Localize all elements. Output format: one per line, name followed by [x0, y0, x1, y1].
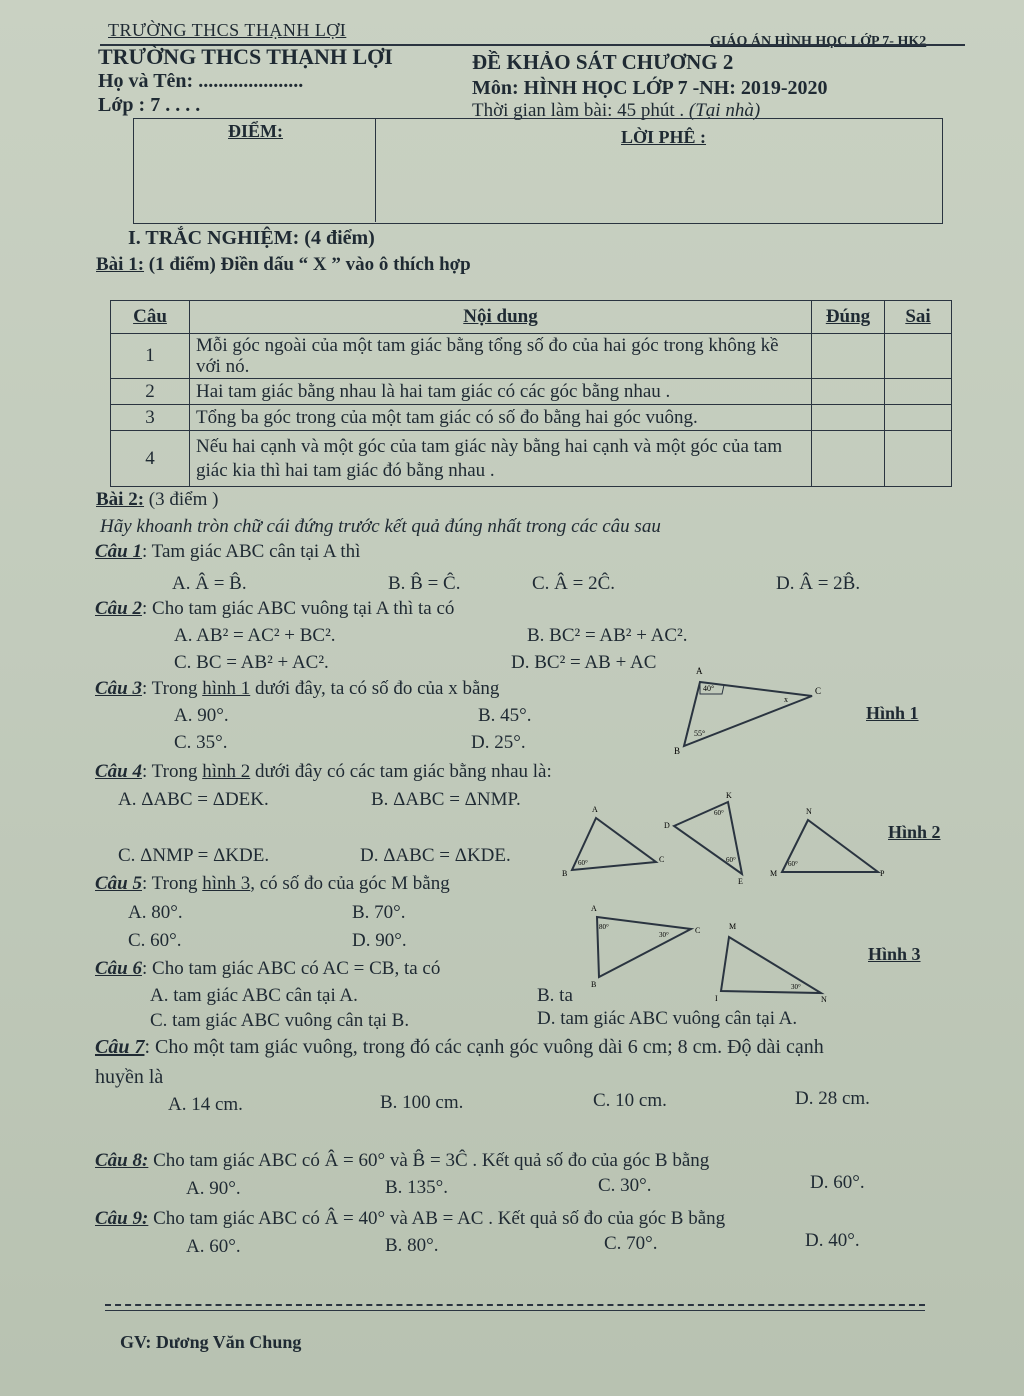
- section1-title: I. TRẮC NGHIỆM: (4 điểm): [128, 227, 375, 249]
- q2-option-c[interactable]: C. BC = AB² + AC².: [174, 652, 329, 673]
- q6-option-d[interactable]: D. tam giác ABC vuông cân tại A.: [537, 1008, 798, 1029]
- q7-stem: Câu 7: Cho một tam giác vuông, trong đó các cạnh góc vuông dài 6 cm; 8 cm. Độ dài cạnh: [95, 1036, 824, 1058]
- footer-rule-solid: [105, 1310, 925, 1311]
- figure-1: [670, 660, 840, 755]
- fig1-label-c: C: [815, 686, 822, 696]
- answer-cell-sai[interactable]: [885, 431, 952, 487]
- svg-text:60°: 60°: [578, 859, 588, 867]
- running-school: TRƯỜNG THCS THẠNH LỢI: [108, 20, 347, 40]
- q1-option-d[interactable]: D. Â = 2B̂.: [776, 573, 861, 594]
- answer-cell-sai[interactable]: [885, 379, 952, 405]
- table-row: 4 Nếu hai cạnh và một góc của tam giác này bằng hai cạnh và một góc của tam giác kia thì hai tam giác đó bằng nhau .: [111, 431, 952, 487]
- q4-option-d[interactable]: D. ΔABC = ΔKDE.: [360, 845, 511, 866]
- q5-option-c[interactable]: C. 60°.: [128, 930, 182, 951]
- svg-text:60°: 60°: [714, 809, 724, 817]
- svg-text:K: K: [726, 791, 732, 800]
- col-header-noi-dung: Nội dung: [190, 301, 812, 334]
- svg-text:I: I: [715, 994, 718, 1003]
- figure-3: [585, 905, 835, 1005]
- svg-text:D: D: [664, 821, 670, 830]
- svg-text:60°: 60°: [788, 860, 798, 868]
- svg-text:N: N: [821, 995, 827, 1004]
- q9-option-a[interactable]: A. 60°.: [186, 1236, 241, 1257]
- q4-option-b[interactable]: B. ΔABC = ΔNMP.: [371, 789, 521, 810]
- footer-rule: [105, 1304, 925, 1306]
- q9-stem: Câu 9: Cho tam giác ABC có Â = 40° và AB = AC . Kết quả số đo của góc B bằng: [95, 1208, 726, 1229]
- q3-option-d[interactable]: D. 25°.: [471, 732, 526, 753]
- q8-option-a[interactable]: A. 90°.: [186, 1178, 241, 1199]
- q8-option-b[interactable]: B. 135°.: [385, 1177, 449, 1198]
- answer-cell-dung[interactable]: [812, 431, 885, 487]
- svg-text:B: B: [591, 980, 597, 989]
- table-row: 2 Hai tam giác bằng nhau là hai tam giác có các góc bằng nhau .: [111, 379, 952, 405]
- q5-option-d[interactable]: D. 90°.: [352, 930, 407, 951]
- q4-stem: Câu 4: Trong hình 2 dưới đây có các tam giác bằng nhau là:: [95, 761, 552, 782]
- q8-option-c[interactable]: C. 30°.: [598, 1175, 652, 1196]
- col-header-sai: Sai: [885, 301, 952, 334]
- q7-stem-line2: huyền là: [95, 1066, 164, 1088]
- svg-text:E: E: [738, 877, 743, 886]
- q9-option-c[interactable]: C. 70°.: [604, 1233, 658, 1254]
- q8-option-d[interactable]: D. 60°.: [810, 1172, 865, 1193]
- q6-option-b[interactable]: B. ta: [537, 985, 573, 1006]
- time-line: Thời gian làm bài: 45 phút . (Tại nhà): [472, 100, 761, 121]
- svg-text:30°: 30°: [791, 983, 801, 991]
- col-header-cau: Câu: [111, 301, 190, 334]
- q9-option-d[interactable]: D. 40°.: [805, 1230, 860, 1251]
- svg-text:B: B: [562, 869, 568, 878]
- running-title: GIÁO ÁN HÌNH HỌC LỚP 7- HK2: [710, 34, 927, 49]
- bai1-heading: Bài 1: (1 điểm) Điền dấu “ X ” vào ô thích hợp: [96, 254, 471, 275]
- q7-option-d[interactable]: D. 28 cm.: [795, 1088, 870, 1109]
- q1-stem: Câu 1: Tam giác ABC cân tại A thì: [95, 541, 361, 562]
- svg-text:P: P: [880, 869, 885, 878]
- col-header-dung: Đúng: [812, 301, 885, 334]
- fig1-angle-a: 40°: [703, 684, 715, 693]
- fig1-angle-b: 55°: [694, 729, 706, 738]
- triangle-abc: [597, 917, 691, 977]
- svg-text:30°: 30°: [659, 931, 669, 939]
- q3-option-c[interactable]: C. 35°.: [174, 732, 228, 753]
- q6-option-a[interactable]: A. tam giác ABC cân tại A.: [150, 985, 358, 1006]
- answer-cell-dung[interactable]: [812, 379, 885, 405]
- svg-text:60°: 60°: [726, 856, 736, 864]
- q5-stem: Câu 5: Trong hình 3, có số đo của góc M bằng: [95, 873, 450, 894]
- fig1-label-a: A: [696, 666, 703, 676]
- figure-2-caption: Hình 2: [888, 822, 941, 842]
- name-label: Họ và Tên: .....................: [98, 70, 304, 92]
- comment-label: LỜI PHÊ :: [621, 127, 707, 147]
- answer-cell-sai[interactable]: [885, 405, 952, 431]
- svg-text:C: C: [695, 926, 701, 935]
- bai2-heading: Bài 2: (3 điểm ): [96, 489, 219, 510]
- q1-option-a[interactable]: A. Â = B̂.: [172, 573, 247, 594]
- table-row: 3 Tổng ba góc trong của một tam giác có số đo bằng hai góc vuông.: [111, 405, 952, 431]
- answer-cell-dung[interactable]: [812, 334, 885, 379]
- fig1-label-b: B: [674, 746, 681, 756]
- teacher-name: GV: Dương Văn Chung: [120, 1332, 302, 1352]
- score-label: ĐIỂM:: [228, 121, 283, 141]
- exam-title: ĐỀ KHẢO SÁT CHƯƠNG 2: [472, 50, 734, 74]
- q1-option-c[interactable]: C. Â = 2Ĉ.: [532, 573, 616, 594]
- svg-text:M: M: [729, 922, 737, 931]
- q9-option-b[interactable]: B. 80°.: [385, 1235, 439, 1256]
- q2-option-a[interactable]: A. AB² = AC² + BC².: [174, 625, 336, 646]
- fig1-angle-x: x: [784, 695, 788, 704]
- figure-3-caption: Hình 3: [868, 944, 921, 964]
- svg-text:A: A: [592, 805, 598, 814]
- q7-option-a[interactable]: A. 14 cm.: [168, 1094, 243, 1115]
- triangle-min: [721, 937, 821, 993]
- school-name: TRƯỜNG THCS THẠNH LỢI: [98, 44, 393, 69]
- q6-option-c[interactable]: C. tam giác ABC vuông cân tại B.: [150, 1010, 410, 1031]
- q4-option-a[interactable]: A. ΔABC = ΔDEK.: [118, 789, 269, 810]
- answer-cell-sai[interactable]: [885, 334, 952, 379]
- q2-stem: Câu 2: Cho tam giác ABC vuông tại A thì ta có: [95, 598, 455, 619]
- class-label: Lớp : 7 . . . .: [98, 94, 201, 116]
- q4-option-c[interactable]: C. ΔNMP = ΔKDE.: [118, 845, 270, 866]
- table-row: 1 Mỗi góc ngoài của một tam giác bằng tổng số đo của hai góc trong không kề với nó.: [111, 334, 952, 379]
- svg-text:N: N: [806, 807, 812, 816]
- subject-line: Môn: HÌNH HỌC LỚP 7 -NH: 2019-2020: [472, 77, 828, 99]
- true-false-table: [110, 300, 952, 487]
- q7-option-c[interactable]: C. 10 cm.: [593, 1090, 667, 1111]
- q2-option-b[interactable]: B. BC² = AB² + AC².: [527, 625, 688, 646]
- bai2-instruction: Hãy khoanh tròn chữ cái đứng trước kết quả đúng nhất trong các câu sau: [100, 516, 661, 537]
- figure-1-caption: Hình 1: [866, 703, 919, 723]
- q3-option-b[interactable]: B. 45°.: [478, 705, 532, 726]
- q6-stem: Câu 6: Cho tam giác ABC có AC = CB, ta có: [95, 958, 441, 979]
- figure-2: [560, 790, 890, 885]
- answer-cell-dung[interactable]: [812, 405, 885, 431]
- q5-option-a[interactable]: A. 80°.: [128, 902, 183, 923]
- svg-text:A: A: [591, 904, 597, 913]
- svg-text:C: C: [659, 855, 665, 864]
- q1-option-b[interactable]: B. B̂ = Ĉ.: [388, 573, 461, 594]
- svg-text:M: M: [770, 869, 778, 878]
- q8-stem: Câu 8: Cho tam giác ABC có Â = 60° và B̂ = 3Ĉ . Kết quả số đo của góc B bằng: [95, 1150, 710, 1171]
- q3-option-a[interactable]: A. 90°.: [174, 705, 229, 726]
- svg-text:80°: 80°: [599, 923, 609, 931]
- q5-option-b[interactable]: B. 70°.: [352, 902, 406, 923]
- table-header-row: [111, 301, 952, 334]
- q2-option-d[interactable]: D. BC² = AB + AC: [511, 652, 657, 673]
- q3-stem: Câu 3: Trong hình 1 dưới đây, ta có số đo của x bằng: [95, 678, 500, 699]
- q7-option-b[interactable]: B. 100 cm.: [380, 1092, 464, 1113]
